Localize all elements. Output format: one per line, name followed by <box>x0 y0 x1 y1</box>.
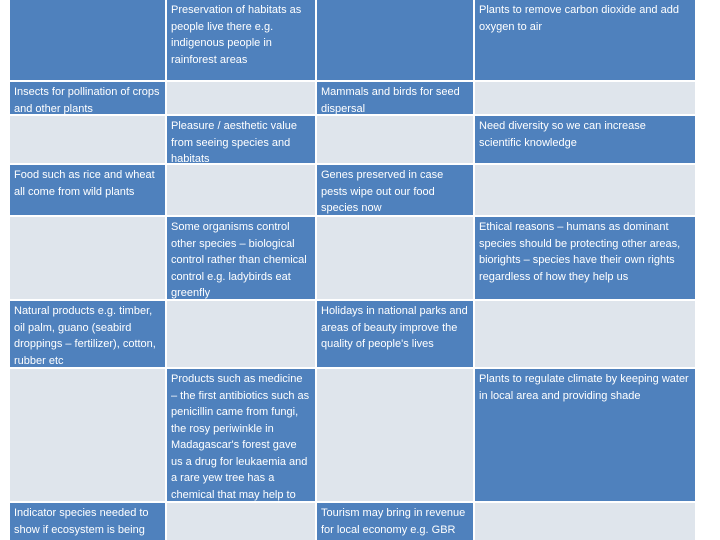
table-cell: Products such as medicine – the first antibiotics such as penicillin came from fungi, the rosy periwinkle in Madagascar's forest gave us a drug for leukaemia and a rare yew tree has a chemical that may help to <box>167 369 315 501</box>
table-cell: Tourism may bring in revenue for local economy e.g. GBR <box>317 503 473 540</box>
empty-cell <box>10 217 165 299</box>
table-cell: Plants to regulate climate by keeping water in local area and providing shade <box>475 369 695 501</box>
empty-cell <box>167 503 315 540</box>
table-cell: Indicator species needed to show if ecosystem is being <box>10 503 165 540</box>
table-cell: Preservation of habitats as people live there e.g. indigenous people in rainforest areas <box>167 0 315 80</box>
empty-cell <box>475 503 695 540</box>
empty-cell <box>167 301 315 367</box>
empty-cell <box>10 0 165 80</box>
empty-cell <box>317 217 473 299</box>
empty-cell <box>167 165 315 215</box>
empty-cell <box>475 82 695 114</box>
table-cell: Holidays in national parks and areas of beauty improve the quality of people's lives <box>317 301 473 367</box>
empty-cell <box>475 301 695 367</box>
empty-cell <box>475 165 695 215</box>
empty-cell <box>10 116 165 163</box>
table-cell: Some organisms control other species – biological control rather than chemical control e.g. ladybirds eat greenfly <box>167 217 315 299</box>
table-cell: Ethical reasons – humans as dominant species should be protecting other areas, biorights – species have their own rights regardless of how they help us <box>475 217 695 299</box>
empty-cell <box>317 0 473 80</box>
empty-cell <box>317 369 473 501</box>
table-cell: Plants to remove carbon dioxide and add oxygen to air <box>475 0 695 80</box>
table-cell: Mammals and birds for seed dispersal <box>317 82 473 114</box>
table-cell: Need diversity so we can increase scientific knowledge <box>475 116 695 163</box>
table-cell: Food such as rice and wheat all come from wild plants <box>10 165 165 215</box>
table-cell: Genes preserved in case pests wipe out our food species now <box>317 165 473 215</box>
table-cell: Insects for pollination of crops and other plants <box>10 82 165 114</box>
table-cell: Natural products e.g. timber, oil palm, guano (seabird droppings – fertilizer), cotton, rubber etc <box>10 301 165 367</box>
empty-cell <box>10 369 165 501</box>
table-cell: Pleasure / aesthetic value from seeing species and habitats <box>167 116 315 163</box>
empty-cell <box>167 82 315 114</box>
empty-cell <box>317 116 473 163</box>
